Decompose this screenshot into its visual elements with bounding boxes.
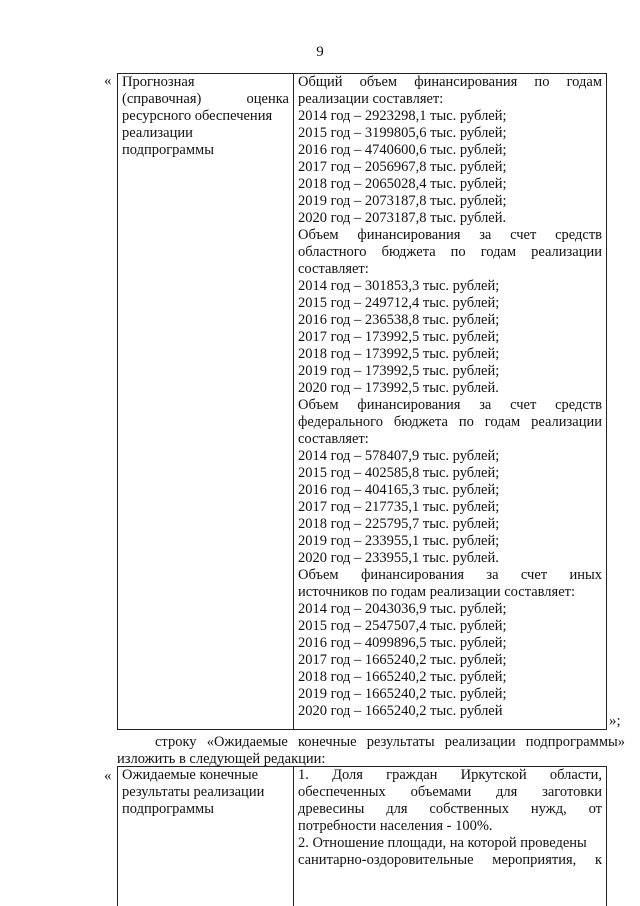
content-line: Общий объем финансирования по годам [298, 74, 602, 90]
content-line: 2. Отношение площади, на которой проведены [298, 835, 587, 851]
content-line: Объем финансирования за счет иных [298, 567, 602, 583]
label-line: подпрограммы [122, 801, 214, 817]
content-line: 2020 год – 233955,1 тыс. рублей. [298, 550, 499, 566]
content-line: обеспеченных объемами для заготовки [298, 784, 602, 800]
content-line: федерального бюджета по годам реализации [298, 414, 602, 430]
content-line: 2014 год – 578407,9 тыс. рублей; [298, 448, 500, 464]
content-line: 2017 год – 173992,5 тыс. рублей; [298, 329, 500, 345]
content-line: 2018 год – 173992,5 тыс. рублей; [298, 346, 500, 362]
table1-close-quote: »; [609, 713, 621, 729]
table1-content-cell [294, 74, 606, 729]
content-line: древесины для собственных нужд, от [298, 801, 602, 817]
table2-content-cell [294, 767, 606, 906]
content-line: составляет: [298, 261, 369, 277]
content-line: 2015 год – 249712,4 тыс. рублей; [298, 295, 500, 311]
content-line: областного бюджета по годам реализации [298, 244, 602, 260]
label-line: Ожидаемые конечные [122, 767, 259, 783]
content-line: 2017 год – 1665240,2 тыс. рублей; [298, 652, 507, 668]
content-line: Объем финансирования за счет средств [298, 227, 602, 243]
content-line: 2019 год – 1665240,2 тыс. рублей; [298, 686, 507, 702]
content-line: 2017 год – 217735,1 тыс. рублей; [298, 499, 500, 515]
resource-estimate-table [117, 73, 607, 730]
content-line: 2018 год – 2065028,4 тыс. рублей; [298, 176, 507, 192]
content-line: 2014 год – 301853,3 тыс. рублей; [298, 278, 500, 294]
content-line: 2016 год – 4099896,5 тыс. рублей; [298, 635, 507, 651]
content-line: реализации составляет: [298, 91, 444, 107]
content-line: 2019 год – 2073187,8 тыс. рублей; [298, 193, 507, 209]
content-line: 2016 год – 236538,8 тыс. рублей; [298, 312, 500, 328]
content-line: 2017 год – 2056967,8 тыс. рублей; [298, 159, 507, 175]
content-line: Объем финансирования за счет средств [298, 397, 602, 413]
page-number: 9 [316, 44, 324, 60]
label-line: подпрограммы [122, 142, 214, 158]
content-line: 2015 год – 3199805,6 тыс. рублей; [298, 125, 507, 141]
table2-open-quote: « [104, 768, 112, 784]
label-line: ресурсного обеспечения [122, 108, 273, 124]
content-line: 2016 год – 4740600,6 тыс. рублей; [298, 142, 507, 158]
content-line: потребности населения - 100%. [298, 818, 493, 834]
label-line: Прогнозная [122, 74, 195, 90]
label-line: реализации [122, 125, 193, 141]
content-line: 2015 год – 2547507,4 тыс. рублей; [298, 618, 507, 634]
table2-label-cell [118, 767, 294, 906]
content-line: 2015 год – 402585,8 тыс. рублей; [298, 465, 500, 481]
instruction-text-2: изложить в следующей редакции: [117, 751, 326, 767]
content-line: 2019 год – 233955,1 тыс. рублей; [298, 533, 500, 549]
content-line: 2018 год – 225795,7 тыс. рублей; [298, 516, 500, 532]
instruction-line-1 [155, 734, 625, 751]
content-line: 2020 год – 1665240,2 тыс. рублей [298, 703, 503, 719]
expected-results-table [117, 766, 607, 906]
label-line: (справочная) оценка [122, 91, 289, 107]
content-line: 2014 год – 2043036,9 тыс. рублей; [298, 601, 507, 617]
label-line: результаты реализации [122, 784, 265, 800]
content-line: 2018 год – 1665240,2 тыс. рублей; [298, 669, 507, 685]
table1-open-quote: « [104, 73, 112, 89]
content-line: 2016 год – 404165,3 тыс. рублей; [298, 482, 500, 498]
instruction-text-1: строку «Ожидаемые конечные результаты реализации подпрограммы» [155, 734, 625, 750]
content-line: 2020 год – 2073187,8 тыс. рублей. [298, 210, 507, 226]
content-line: источников по годам реализации составляет: [298, 584, 576, 600]
content-line: 2019 год – 173992,5 тыс. рублей; [298, 363, 500, 379]
table1-label-cell [118, 74, 294, 729]
content-line: 2014 год – 2923298,1 тыс. рублей; [298, 108, 507, 124]
content-line: 2020 год – 173992,5 тыс. рублей. [298, 380, 499, 396]
content-line: составляет: [298, 431, 369, 447]
content-line: санитарно-оздоровительные мероприятия, к [298, 852, 602, 868]
content-line: 1. Доля граждан Иркутской области, [298, 767, 602, 783]
